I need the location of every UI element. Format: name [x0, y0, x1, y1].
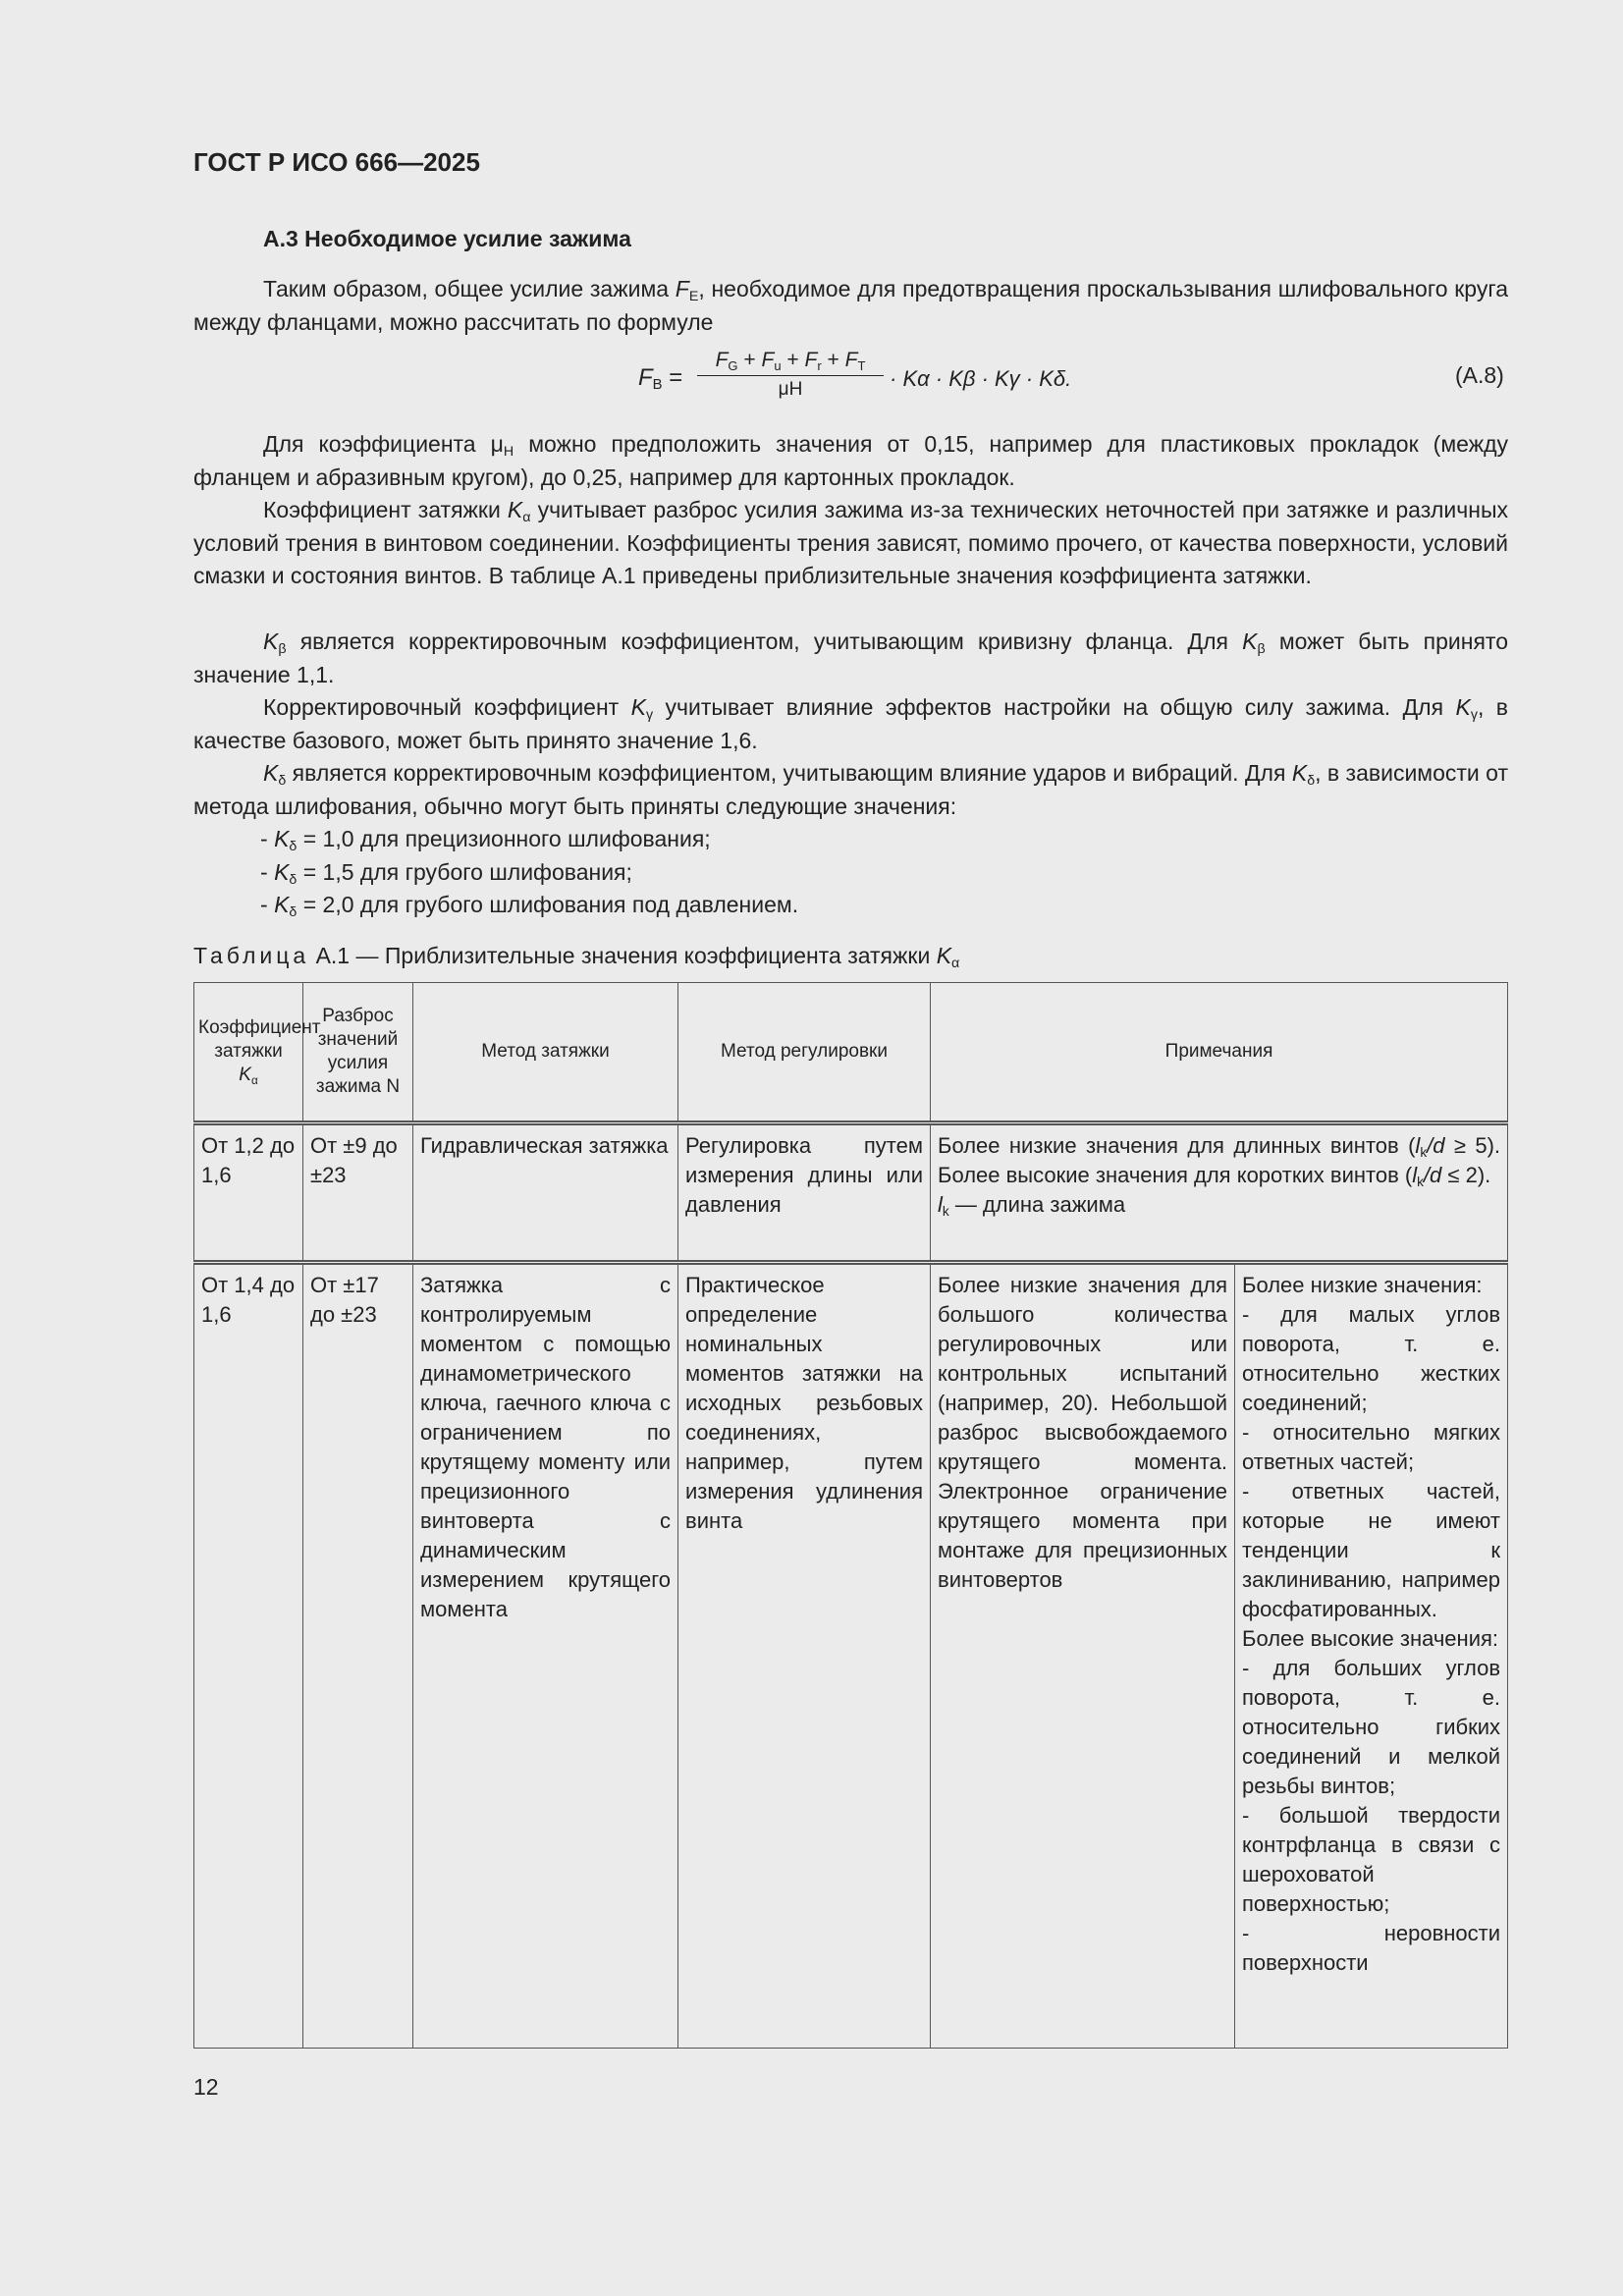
section-title: А.3 Необходимое усилие зажима [263, 226, 631, 251]
list-item: - $K_\delta = 2,0$ для грубого шлифования под давлением. [260, 892, 799, 920]
formula-fraction: $F_G + F_u + F_r + F_T$ μН [697, 349, 884, 401]
cell-k: От 1,4 до 1,6 [194, 1263, 303, 2049]
header-method: Метод затяжки [413, 983, 678, 1123]
table-caption: Таблица А.1 — Приблизительные значения коэффициента затяжки $K_\alpha$ [193, 943, 960, 971]
document-header: ГОСТ Р ИСО 666—2025 [193, 147, 480, 177]
cell-notes: Более низкие значения для длинных винтов $(l_k/d \ge 5)$. Более высокие значения для коротких винтов $(l_k/d \le 2)$. $l_k$ — длина зажима [931, 1123, 1508, 1263]
cell-n: От ±17 до ±23 [303, 1263, 413, 2049]
cell-method: Затяжка с контролируемым моментом с помощью динамометрического ключа, гаечного ключа с ограничением по крутящему моменту или прецизионного винтоверта с динамическим измерением крутящего момента [413, 1263, 678, 2049]
table-header-row [194, 983, 1508, 1123]
formula-number: (A.8) [1455, 362, 1504, 388]
tightening-factor-table [193, 982, 1508, 2049]
header-adjustment: Метод регулировки [678, 983, 931, 1123]
k-gamma-paragraph: Корректировочный коэффициент $K_\gamma$ учитывает влияние эффектов настройки на общую силу зажима. Для $K_\gamma$, в качестве базового, может быть принято значение 1,6. [193, 694, 1509, 753]
page-number: 12 [193, 2074, 219, 2100]
k-delta-paragraph: $K_\delta$ является корректировочным коэффициентом, учитывающим влияние ударов и вибраций. Для $K_\delta$, в зависимости от метода шлифования, обычно могут быть приняты следующие значения: [193, 760, 1509, 819]
header-coefficient: Коэффициент затяжки $K_\alpha$ [194, 983, 303, 1123]
list-item: - $K_\delta = 1,5$ для грубого шлифования; [260, 858, 632, 888]
k-alpha-paragraph: Коэффициент затяжки $K_\alpha$ учитывает разброс усилия зажима из-за технических неточностей при затяжке и различных условий трения в винтовом соединении. Коэффициенты трения зависят, помимо прочего, от качества поверхности, условий смазки и состояния винтов. В таблице А.1 приведены приблизительные значения коэффициента затяжки. [193, 497, 1508, 588]
k-beta-paragraph: $K_\beta$ является корректировочным коэффициентом, учитывающим кривизну фланца. Для $K_\beta$ может быть принято значение 1,1. [193, 629, 1508, 687]
header-notes: Примечания [931, 983, 1508, 1123]
table-row [194, 1263, 1508, 2049]
mu-paragraph: Для коэффициента $\mu_Н$ можно предположить значения от 0,15, например для пластиковых прокладок (между фланцем и абразивным кругом), до 0,25, например для картонных прокладок. [193, 431, 1508, 490]
intro-paragraph: Таким образом, общее усилие зажима $F_E$, необходимое для предотвращения проскальзывания шлифовального круга между фланцами, можно рассчитать по формуле [193, 276, 1508, 335]
cell-method: Гидравлическая затяжка [413, 1123, 678, 1263]
table-row [194, 1123, 1508, 1263]
cell-adjust: Практическое определение номинальных моментов затяжки на исходных резьбовых соединениях, например, путем измерения удлинения винта [678, 1263, 931, 2049]
formula-a8: $F_В$ = $F_G + F_u + F_r + F_T$ μН · Kα · Kβ · Kγ · Kδ. [638, 349, 1072, 400]
cell-note-primary: Более низкие значения для большого количества регулировочных или контрольных испытаний (например, 20). Небольшой разброс высвобождаемого крутящего момента. Электронное ограничение крутящего момента при монтаже для прецизионных винтовертов [931, 1263, 1235, 2049]
cell-k: От 1,2 до 1,6 [194, 1123, 303, 1263]
cell-adjust: Регулировка путем измерения длины или давления [678, 1123, 931, 1263]
k-delta-values-list [260, 823, 798, 922]
list-item: - $K_\delta = 1,0$ для прецизионного шлифования; [260, 826, 711, 854]
cell-note-secondary: Более низкие значения: - для малых углов поворота, т. е. относительно жестких соединений; - относительно мягких ответных частей; - ответных частей, которые не имеют тенденции к заклиниванию, например фосфатированных. Более высокие значения: - для больших углов поворота, т. е. относительно гибких соединений и мелкой резьбы винтов; - большой твердости контрфланца в связи с шероховатой поверхностью; - неровности поверхности [1235, 1263, 1508, 2049]
cell-n: От ±9 до ±23 [303, 1123, 413, 1263]
header-spread: Разброс значений усилия зажима N [303, 983, 413, 1123]
